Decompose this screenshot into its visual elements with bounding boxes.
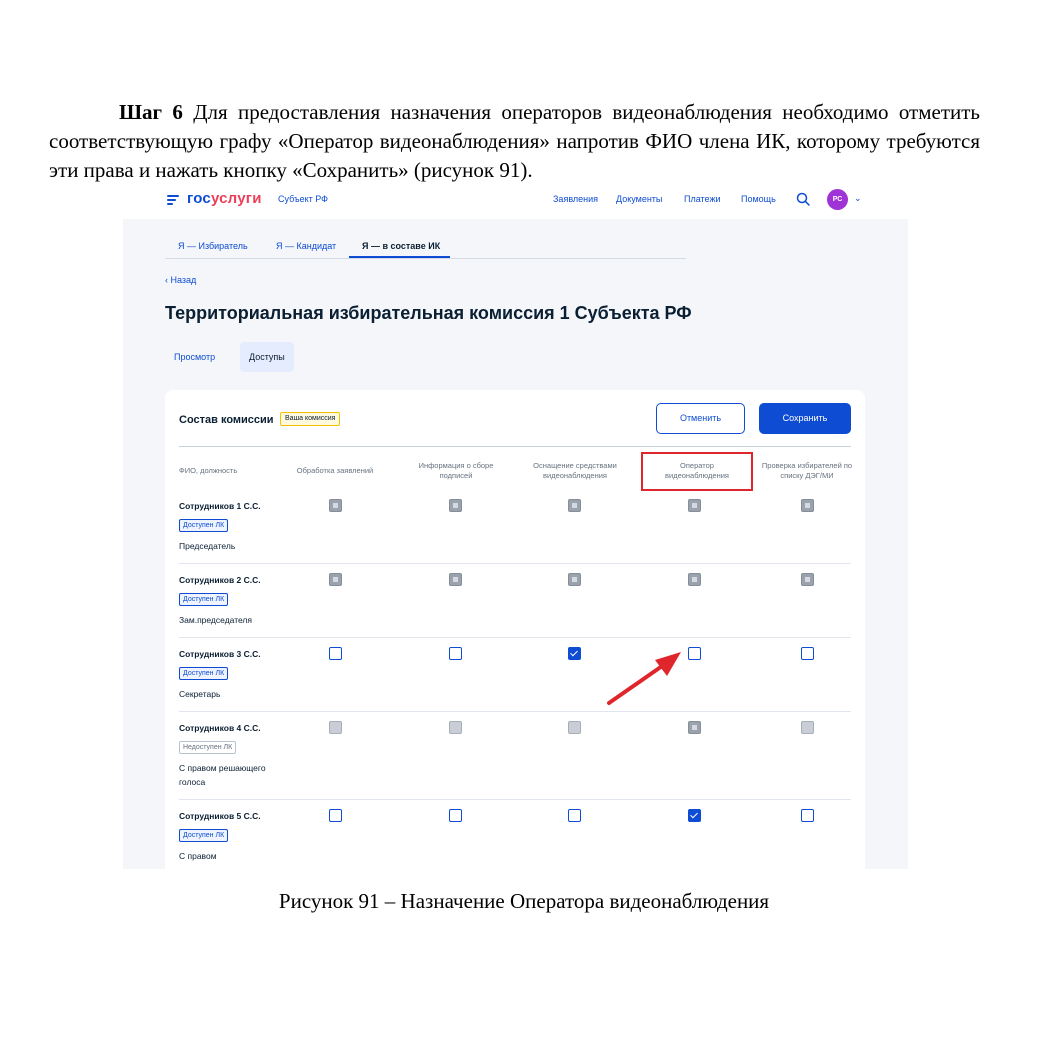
column-header-signatures: Информация о сборе подписей — [418, 461, 494, 480]
card-title: Состав комиссии — [179, 414, 274, 426]
region-link[interactable]: Субъект РФ — [278, 194, 328, 204]
permission-checkbox[interactable] — [568, 809, 581, 822]
permission-checkbox — [688, 499, 701, 512]
search-icon[interactable] — [796, 192, 810, 206]
tab-candidate[interactable]: Я — Кандидат — [276, 241, 337, 251]
active-tab-indicator — [349, 256, 450, 258]
permission-checkbox — [688, 573, 701, 586]
permission-checkbox — [801, 573, 814, 586]
row-divider — [179, 711, 851, 712]
permission-checkbox — [449, 499, 462, 512]
chevron-down-icon[interactable]: ⌄ — [854, 193, 862, 203]
commission-card — [165, 390, 865, 869]
subtab-view[interactable]: Просмотр — [174, 352, 216, 362]
access-badge: Доступен ЛК — [179, 519, 228, 532]
nav-payments[interactable]: Платежи — [684, 194, 721, 204]
column-header-name: ФИО, должность — [179, 466, 238, 475]
column-header-voter-check: Проверка избирателей по списку ДЭГ/МИ — [761, 461, 853, 480]
step-label: Шаг 6 — [119, 100, 183, 124]
avatar[interactable]: РС — [827, 189, 848, 210]
permission-checkbox — [449, 721, 462, 734]
employee-role: Секретарь — [179, 689, 221, 699]
back-link[interactable]: ‹ Назад — [165, 275, 197, 285]
subtab-access[interactable]: Доступы — [240, 342, 294, 372]
access-badge: Доступен ЛК — [179, 593, 228, 606]
permission-checkbox — [329, 573, 342, 586]
nav-documents[interactable]: Документы — [616, 194, 663, 204]
access-badge: Доступен ЛК — [179, 667, 228, 680]
figure-caption: Рисунок 91 – Назначение Оператора видеонаблюдения — [278, 889, 770, 913]
employee-role: Зам.председателя — [179, 615, 252, 625]
instruction-text: Для предоставления назначения операторов видеонаблюдения необходимо отметить соответствующую графу «Оператор видеонаблюдения» напротив ФИО члена ИК, которому требуются эти права и нажать кнопку «Сохранить» (рисунок 91). — [49, 100, 980, 182]
column-header-video-equipment: Оснащение средствами видеонаблюдения — [533, 461, 617, 480]
permission-checkbox — [568, 721, 581, 734]
permission-checkbox[interactable] — [568, 647, 581, 660]
row-divider — [179, 563, 851, 564]
tab-voter[interactable]: Я — Избиратель — [178, 241, 248, 251]
permission-checkbox[interactable] — [449, 809, 462, 822]
row-divider — [179, 799, 851, 800]
permission-checkbox — [688, 721, 701, 734]
row-divider — [179, 637, 851, 638]
menu-icon[interactable] — [167, 195, 179, 205]
permission-checkbox[interactable] — [329, 809, 342, 822]
access-badge: Доступен ЛК — [179, 829, 228, 842]
permission-checkbox — [801, 721, 814, 734]
header-divider — [179, 446, 851, 447]
permission-checkbox — [449, 573, 462, 586]
nav-help[interactable]: Помощь — [741, 194, 776, 204]
gosuslugi-logo[interactable]: госуслуги — [187, 190, 262, 207]
save-button[interactable]: Сохранить — [759, 403, 851, 434]
your-commission-badge: Ваша комиссия — [280, 412, 340, 426]
permission-checkbox[interactable] — [801, 809, 814, 822]
nav-applications[interactable]: Заявления — [553, 194, 599, 204]
permission-checkbox[interactable] — [449, 647, 462, 660]
employee-name: Сотрудников 2 С.С. — [179, 575, 261, 585]
access-badge: Недоступен ЛК — [179, 741, 236, 754]
permission-checkbox[interactable] — [801, 647, 814, 660]
permission-checkbox[interactable] — [688, 809, 701, 822]
video-operator-highlight — [641, 452, 753, 491]
employee-name: Сотрудников 5 С.С. — [179, 811, 261, 821]
employee-role: С правом — [179, 851, 217, 861]
permission-checkbox — [568, 499, 581, 512]
column-header-applications: Обработка заявлений — [296, 466, 374, 475]
page-title: Территориальная избирательная комиссия 1 Субъекта РФ — [165, 303, 692, 323]
employee-name: Сотрудников 4 С.С. — [179, 723, 261, 733]
screenshot-figure — [123, 183, 908, 869]
cancel-button[interactable]: Отменить — [656, 403, 745, 434]
permission-checkbox — [568, 573, 581, 586]
instruction-paragraph — [49, 98, 980, 185]
permission-checkbox — [801, 499, 814, 512]
employee-role: Председатель — [179, 541, 236, 551]
permission-checkbox — [329, 499, 342, 512]
permission-checkbox[interactable] — [329, 647, 342, 660]
tab-commission-member[interactable]: Я — в составе ИК — [362, 241, 441, 251]
top-header — [123, 183, 908, 219]
employee-name: Сотрудников 3 С.С. — [179, 649, 261, 659]
tabs-divider — [165, 258, 686, 259]
red-arrow-pointer — [603, 648, 693, 708]
employee-role: С правом решающего голоса — [179, 763, 266, 787]
permission-checkbox — [329, 721, 342, 734]
column-header-video-operator: Оператор видеонаблюдения — [665, 461, 729, 480]
employee-name: Сотрудников 1 С.С. — [179, 501, 261, 511]
